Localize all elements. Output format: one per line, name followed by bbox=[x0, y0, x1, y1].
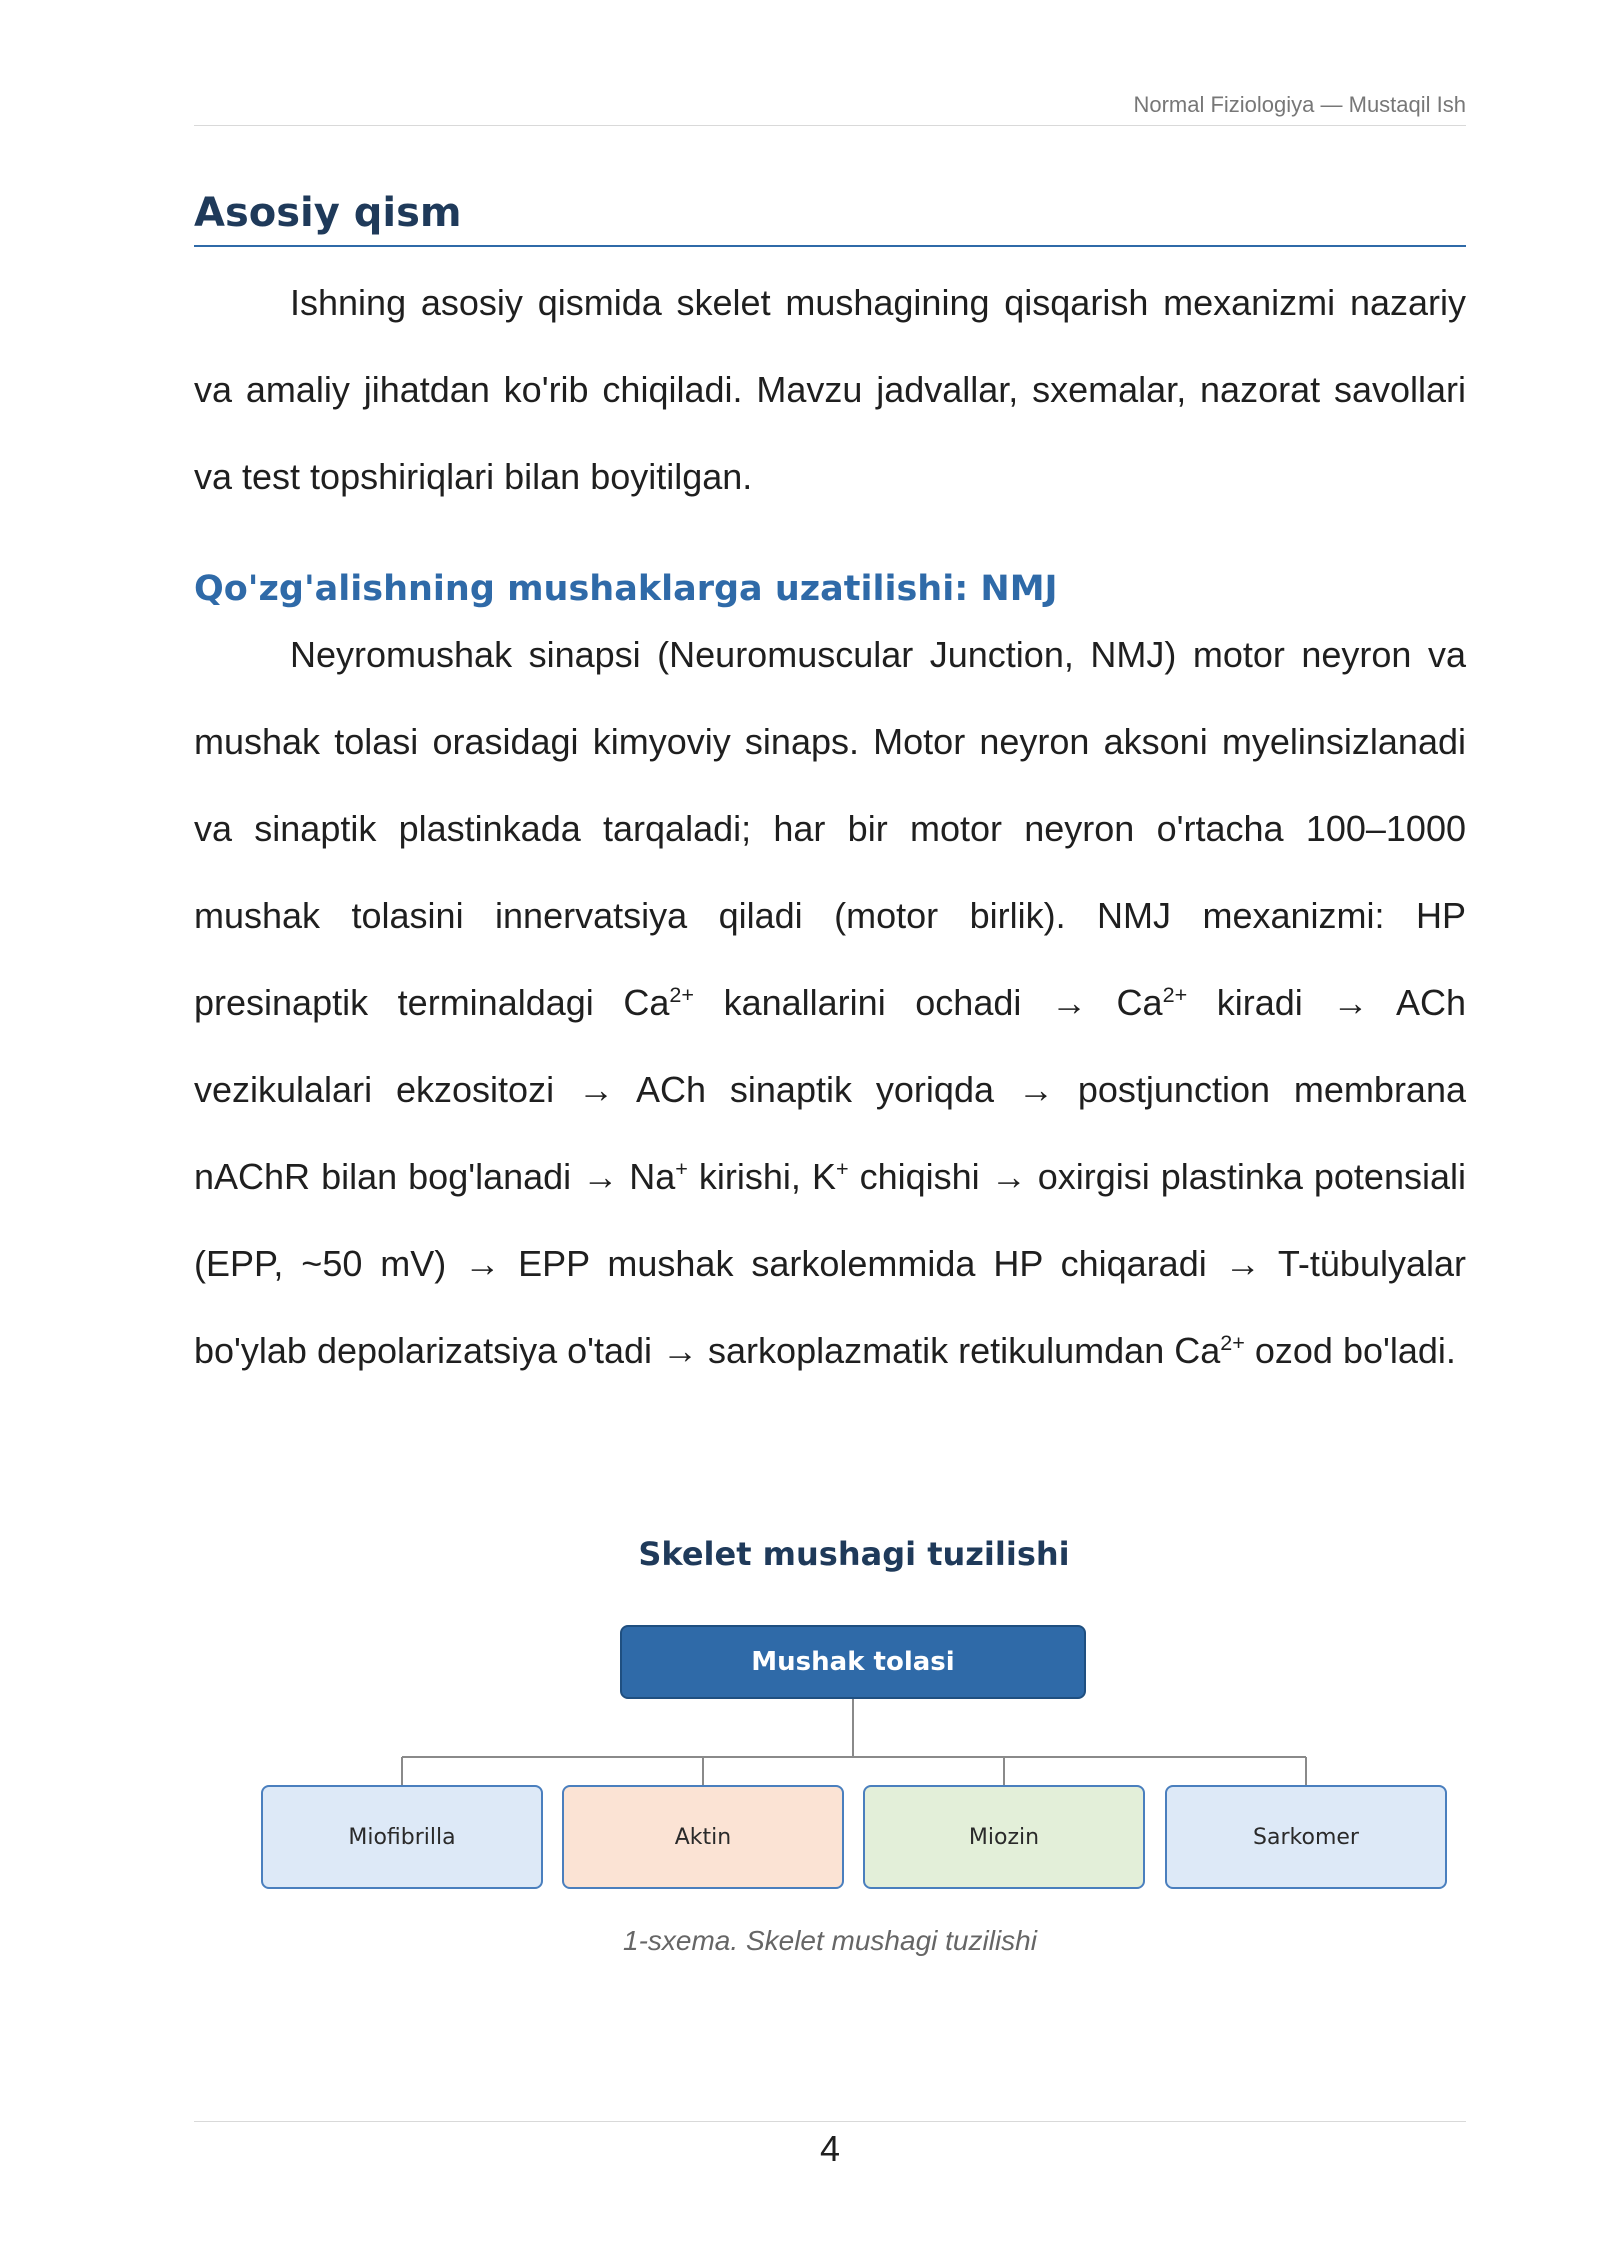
nmj-paragraph bbox=[194, 611, 1466, 1394]
nmj-text-part: kirishi, K bbox=[687, 1156, 836, 1197]
diagram-root-node: Mushak tolasi bbox=[620, 1625, 1086, 1699]
page-number: 4 bbox=[819, 2128, 841, 2169]
nmj-text-part: ozod bo'ladi. bbox=[1244, 1330, 1456, 1371]
running-header: Normal Fiziologiya — Mustaqil Ish bbox=[1133, 92, 1466, 117]
diagram-title: Skelet mushagi tuzilishi bbox=[638, 1535, 1070, 1573]
footer-divider bbox=[194, 2121, 1466, 2122]
superscript: 2+ bbox=[1220, 1330, 1245, 1355]
section-heading-underline bbox=[194, 245, 1466, 247]
section-heading: Asosiy qism bbox=[194, 190, 462, 236]
diagram-child-node-miofibrilla: Miofibrilla bbox=[261, 1785, 543, 1889]
diagram-child-node-sarkomer: Sarkomer bbox=[1165, 1785, 1447, 1889]
diagram-caption: 1-sxema. Skelet mushagi tuzilishi bbox=[623, 1925, 1037, 1956]
header-divider bbox=[194, 125, 1466, 126]
subsection-heading: Qo'zg'alishning mushaklarga uzatilishi: NMJ bbox=[194, 569, 1058, 609]
nmj-text-part: kanallarini ochadi → Ca bbox=[694, 982, 1163, 1023]
nmj-text-part: Neyromushak sinapsi (Neuromuscular Junction, NMJ) motor neyron va mushak tolasi orasidagi kimyoviy sinaps. Motor neyron aksoni myelinsizlanadi va sinaptik plastinkada tarqaladi; har bir motor neyron o'rtacha 100–1000 mushak tolasini innervatsiya qiladi (motor birlik). NMJ mexanizmi: HP presinaptik terminaldagi Ca bbox=[194, 634, 1466, 1023]
superscript: 2+ bbox=[1162, 982, 1188, 1007]
nmj-text-part: chiqishi → oxirgisi plastinka potensiali (EPP, ~50 mV) → EPP mushak sarkolemmida HP chiqaradi → T-tübulyalar bo'ylab depolarizatsiya o'tadi → sarkoplazmatik retikulumdan Ca bbox=[194, 1156, 1466, 1371]
nmj-text-part: kiradi → ACh vezikulalari ekzositozi → ACh sinaptik yoriqda → postjunction membrana nAChR bilan bog'lanadi → Na bbox=[194, 982, 1467, 1197]
superscript: + bbox=[835, 1156, 849, 1181]
intro-paragraph: Ishning asosiy qismida skelet mushagining qisqarish mexanizmi nazariy va amaliy jihatdan ko'rib chiqiladi. Mavzu jadvallar, sxemalar, nazorat savollari va test topshiriqlari bilan boyitilgan. bbox=[194, 282, 1466, 497]
superscript: + bbox=[675, 1156, 688, 1181]
diagram-child-node-miozin: Miozin bbox=[863, 1785, 1145, 1889]
diagram-child-node-aktin: Aktin bbox=[562, 1785, 844, 1889]
superscript: 2+ bbox=[669, 982, 695, 1007]
